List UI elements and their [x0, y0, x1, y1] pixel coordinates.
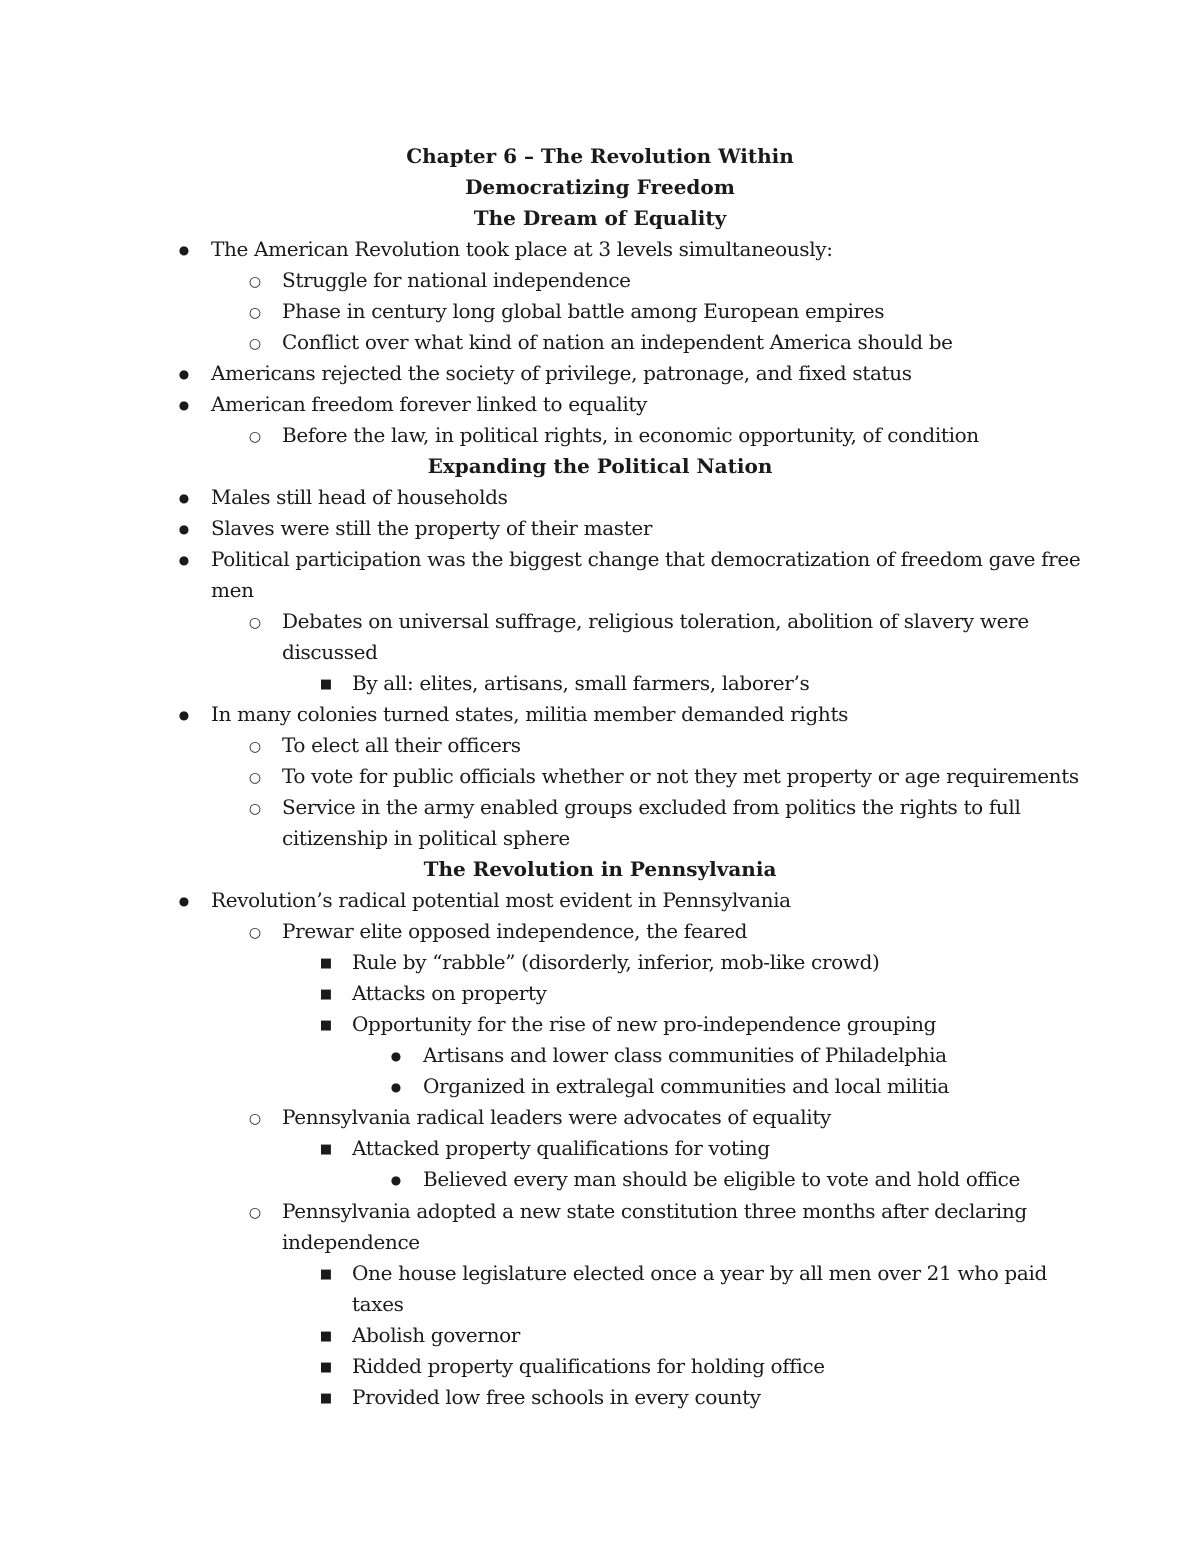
chapter-title: Chapter 6 – The Revolution Within	[406, 144, 794, 168]
square-bullet-icon	[316, 1133, 336, 1167]
square-bullet-icon	[316, 978, 336, 1012]
square-bullet-icon	[316, 1382, 336, 1416]
list-item: Artisans and lower class communities of Philadelphia	[423, 1043, 947, 1067]
list-item: Americans rejected the society of privilege, patronage, and fixed status	[211, 361, 912, 385]
list-item: In many colonies turned states, militia member demanded rights	[211, 702, 849, 726]
list-item-continuation: men	[211, 578, 254, 602]
list-item: Attacked property qualifications for voting	[352, 1136, 770, 1160]
disc-bullet-icon	[174, 544, 194, 578]
list-item: Believed every man should be eligible to vote and hold office	[423, 1167, 1020, 1191]
circle-bullet-icon	[245, 761, 265, 795]
square-bullet-icon	[316, 668, 336, 702]
list-item: Opportunity for the rise of new pro-independence grouping	[352, 1012, 937, 1036]
list-item-continuation: taxes	[352, 1292, 404, 1316]
list-item-continuation: independence	[282, 1230, 420, 1254]
square-bullet-icon	[316, 1009, 336, 1043]
list-item: Political participation was the biggest change that democratization of freedom gave free	[211, 547, 1081, 571]
list-item: Conflict over what kind of nation an independent America should be	[282, 330, 953, 354]
disc-bullet-icon	[386, 1040, 406, 1074]
list-item: Abolish governor	[352, 1323, 521, 1347]
section-heading-expanding-political-nation: Expanding the Political Nation	[427, 454, 773, 478]
disc-bullet-icon	[174, 482, 194, 516]
square-bullet-icon	[316, 1258, 336, 1292]
list-item: Provided low free schools in every county	[352, 1385, 761, 1409]
list-item: American freedom forever linked to equality	[211, 392, 648, 416]
list-item: Pennsylvania radical leaders were advocates of equality	[282, 1105, 831, 1129]
list-item: Slaves were still the property of their master	[211, 516, 653, 540]
chapter-subtitle: Democratizing Freedom	[465, 175, 735, 199]
disc-bullet-icon	[386, 1164, 406, 1198]
square-bullet-icon	[316, 1351, 336, 1385]
square-bullet-icon	[316, 1320, 336, 1354]
list-item: Rule by “rabble” (disorderly, inferior, mob-like crowd)	[352, 950, 880, 974]
list-item: Revolution’s radical potential most evident in Pennsylvania	[211, 888, 791, 912]
list-item: Struggle for national independence	[282, 268, 631, 292]
list-item: To elect all their officers	[282, 733, 521, 757]
section-heading-dream-of-equality: The Dream of Equality	[473, 206, 727, 230]
list-item: To vote for public officials whether or not they met property or age requirements	[282, 764, 1079, 788]
circle-bullet-icon	[245, 296, 265, 330]
list-item: Debates on universal suffrage, religious toleration, abolition of slavery were	[282, 609, 1029, 633]
list-item: Phase in century long global battle among European empires	[282, 299, 885, 323]
list-item-continuation: discussed	[282, 640, 378, 664]
list-item: Ridded property qualifications for holding office	[352, 1354, 825, 1378]
circle-bullet-icon	[245, 420, 265, 454]
disc-bullet-icon	[174, 513, 194, 547]
circle-bullet-icon	[245, 1196, 265, 1230]
circle-bullet-icon	[245, 327, 265, 361]
disc-bullet-icon	[174, 358, 194, 392]
circle-bullet-icon	[245, 1102, 265, 1136]
disc-bullet-icon	[174, 885, 194, 919]
list-item: Pennsylvania adopted a new state constitution three months after declaring	[282, 1199, 1027, 1223]
circle-bullet-icon	[245, 265, 265, 299]
list-item: The American Revolution took place at 3 levels simultaneously:	[211, 237, 833, 261]
list-item: Males still head of households	[211, 485, 508, 509]
list-item: Before the law, in political rights, in economic opportunity, of condition	[282, 423, 979, 447]
list-item: Organized in extralegal communities and local militia	[423, 1074, 949, 1098]
list-item: By all: elites, artisans, small farmers, laborer’s	[352, 671, 810, 695]
disc-bullet-icon	[174, 699, 194, 733]
circle-bullet-icon	[245, 792, 265, 826]
section-heading-revolution-in-pennsylvania: The Revolution in Pennsylvania	[423, 857, 777, 881]
circle-bullet-icon	[245, 916, 265, 950]
list-item: One house legislature elected once a year by all men over 21 who paid	[352, 1261, 1047, 1285]
disc-bullet-icon	[174, 389, 194, 423]
list-item: Attacks on property	[352, 981, 547, 1005]
disc-bullet-icon	[174, 234, 194, 268]
square-bullet-icon	[316, 947, 336, 981]
disc-bullet-icon	[386, 1071, 406, 1105]
circle-bullet-icon	[245, 730, 265, 764]
list-item: Prewar elite opposed independence, the feared	[282, 919, 748, 943]
list-item: Service in the army enabled groups excluded from politics the rights to full	[282, 795, 1021, 819]
circle-bullet-icon	[245, 606, 265, 640]
list-item-continuation: citizenship in political sphere	[282, 826, 570, 850]
